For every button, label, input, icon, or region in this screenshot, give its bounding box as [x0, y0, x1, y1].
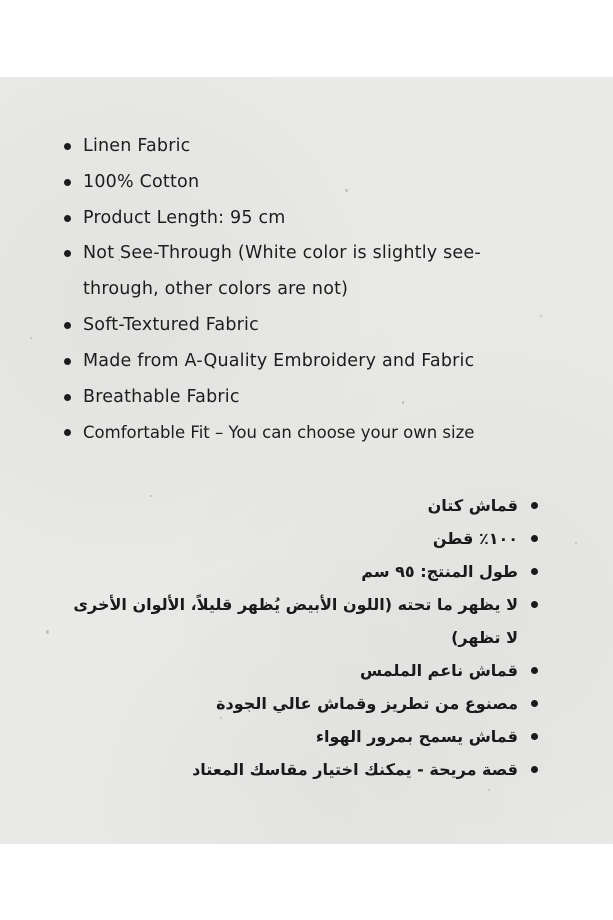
bullet-icon	[531, 601, 538, 608]
bullet-icon	[531, 535, 538, 542]
feature-text: قماش كتان	[427, 496, 518, 515]
bullet-icon	[531, 667, 538, 674]
english-feature-list	[64, 129, 584, 451]
bullet-icon	[64, 215, 71, 222]
list-item	[64, 165, 584, 201]
list-item	[64, 129, 584, 165]
list-item	[70, 522, 540, 555]
feature-text: Linen Fabric	[83, 136, 191, 156]
list-item	[70, 687, 540, 720]
bullet-icon	[64, 358, 71, 365]
feature-text: Breathable Fabric	[83, 386, 240, 407]
list-item	[64, 380, 584, 416]
bullet-icon	[531, 766, 538, 773]
feature-text: Not See-Through (White color is slightly see-through, other colors are not)	[83, 243, 481, 300]
list-item	[64, 201, 584, 237]
list-item	[70, 753, 540, 786]
feature-text: ١٠٠٪ قطن	[432, 529, 518, 548]
feature-text: Made from A-Quality Embroidery and Fabric	[83, 350, 475, 371]
feature-text: قصة مريحة - يمكنك اختيار مقاسك المعتاد	[192, 760, 518, 779]
feature-text: Soft-Textured Fabric	[83, 314, 259, 335]
arabic-feature-list	[70, 489, 540, 786]
list-item	[70, 588, 540, 654]
feature-text: قماش يسمح بمرور الهواء	[315, 727, 518, 746]
list-item	[70, 720, 540, 753]
feature-text: مصنوع من تطريز وقماش عالي الجودة	[216, 694, 518, 713]
list-item	[64, 308, 584, 344]
feature-text: Comfortable Fit – You can choose your own size	[83, 423, 475, 443]
bullet-icon	[531, 733, 538, 740]
bullet-icon	[64, 250, 71, 257]
feature-text: Product Length: 95 cm	[83, 207, 286, 228]
bullet-icon	[531, 700, 538, 707]
list-item	[64, 415, 584, 451]
bullet-icon	[64, 179, 71, 186]
feature-text: طول المنتج: ٩٥ سم	[361, 562, 518, 581]
list-item	[64, 344, 584, 380]
bullet-icon	[531, 502, 538, 509]
bullet-icon	[64, 429, 71, 436]
paper-card	[0, 77, 613, 844]
bullet-icon	[64, 322, 71, 329]
list-item	[70, 489, 540, 522]
bullet-icon	[64, 143, 71, 150]
list-item	[64, 236, 519, 308]
feature-text: قماش ناعم الملمس	[359, 661, 518, 680]
feature-text: 100% Cotton	[83, 171, 200, 192]
list-item	[70, 555, 540, 588]
bullet-icon	[64, 394, 71, 401]
bullet-icon	[531, 568, 538, 575]
list-item	[70, 654, 540, 687]
feature-text: لا يظهر ما تحته (اللون الأبيض يُظهر قليلاً، الألوان الأخرى لا تظهر)	[73, 595, 518, 647]
